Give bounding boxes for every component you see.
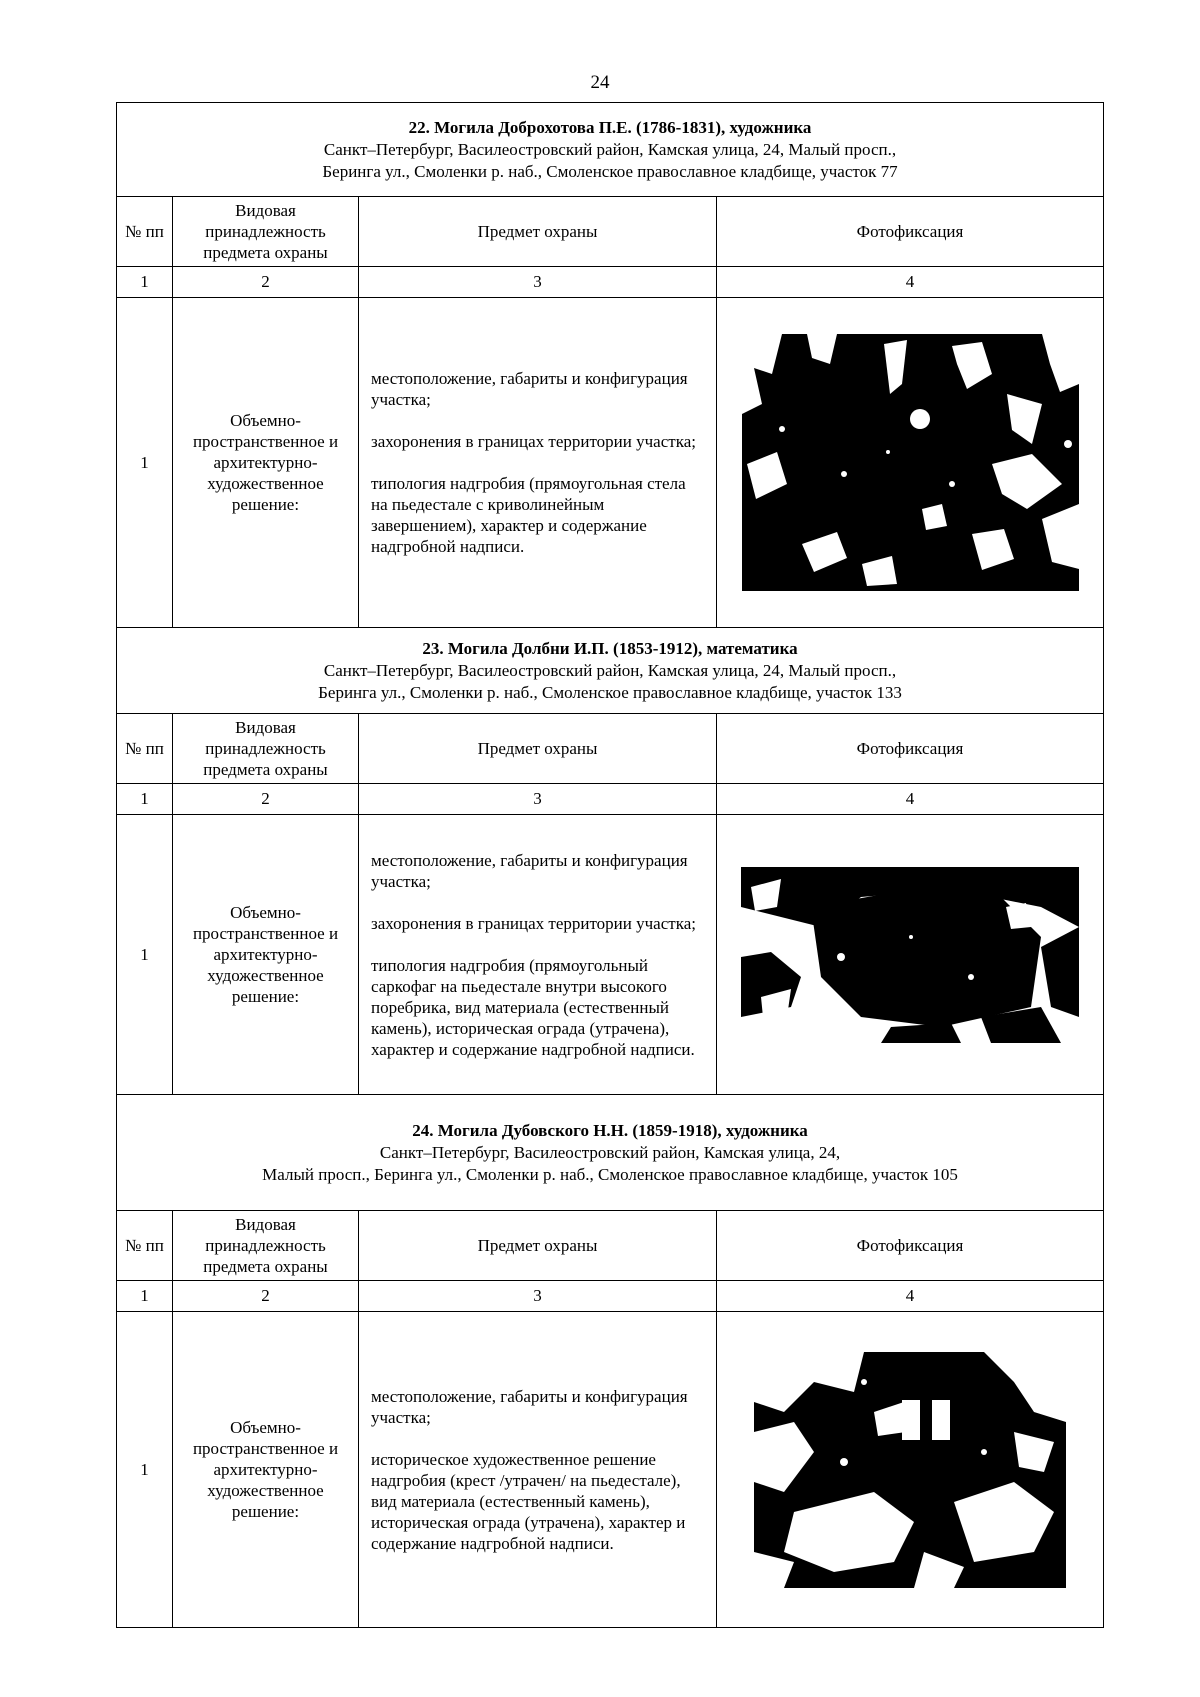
header-photo: Фотофиксация	[717, 1211, 1104, 1281]
column-index: 3	[359, 1281, 717, 1312]
grave-photo	[742, 334, 1079, 591]
subject-item: местоположение, габариты и конфигурация участка;	[371, 850, 688, 891]
subject-cell	[359, 298, 717, 628]
entry-heading	[117, 1095, 1104, 1211]
page-number: 24	[590, 72, 610, 93]
column-index-row	[117, 1281, 1104, 1312]
entry-heading-row	[117, 628, 1104, 714]
column-index: 2	[173, 1281, 359, 1312]
column-index: 4	[717, 784, 1104, 815]
photo-cell	[717, 815, 1104, 1095]
entry-address-line: Беринга ул., Смоленки р. наб., Смоленское православное кладбище, участок 77	[322, 161, 898, 181]
photo-cell	[717, 298, 1104, 628]
subject-item: типология надгробия (прямоугольная стела на пьедестале с криволинейным завершением), характер и содержание надгробной надписи.	[371, 474, 686, 556]
photo-cell	[717, 1312, 1104, 1628]
column-header-row	[117, 714, 1104, 784]
entry-heading	[117, 103, 1104, 197]
subject-item: захоронения в границах территории участка;	[371, 432, 696, 451]
entry-address-line: Малый просп., Беринга ул., Смоленки р. наб., Смоленское православное кладбище, участок 105	[262, 1164, 958, 1184]
column-index: 2	[173, 784, 359, 815]
grave-photo	[741, 867, 1079, 1043]
header-subject: Предмет охраны	[359, 1211, 717, 1281]
subject-cell	[359, 1312, 717, 1628]
header-no: № пп	[117, 714, 173, 784]
entry-data-row	[117, 298, 1104, 628]
column-header-row	[117, 1211, 1104, 1281]
column-index: 1	[117, 267, 173, 298]
entry-heading	[117, 628, 1104, 714]
subject-item: историческое художественное решение надгробия (крест /утрачен/ на пьедестале), вид материала (естественный камень), историческая ограда (утрачена), характер и содержание надгробной надписи.	[371, 1449, 686, 1553]
entry-address-line: Беринга ул., Смоленки р. наб., Смоленское православное кладбище, участок 133	[318, 682, 902, 702]
subject-cell	[359, 815, 717, 1095]
column-index: 3	[359, 784, 717, 815]
column-index: 4	[717, 267, 1104, 298]
header-photo: Фотофиксация	[717, 714, 1104, 784]
header-no: № пп	[117, 1211, 173, 1281]
row-number: 1	[117, 1312, 173, 1628]
subject-item: местоположение, габариты и конфигурация участка;	[371, 369, 688, 409]
column-index: 1	[117, 784, 173, 815]
column-index: 1	[117, 1281, 173, 1312]
grave-photo	[754, 1352, 1066, 1588]
row-number: 1	[117, 298, 173, 628]
category-cell: Объемно-пространственное и архитектурно-художественное решение:	[173, 1312, 359, 1628]
column-index: 3	[359, 267, 717, 298]
column-index: 4	[717, 1281, 1104, 1312]
heritage-table	[116, 102, 1104, 1628]
column-index-row	[117, 784, 1104, 815]
category-cell: Объемно-пространственное и архитектурно-художественное решение:	[173, 815, 359, 1095]
header-type: Видовая принадлежность предмета охраны	[173, 714, 359, 784]
entry-address-line: Санкт–Петербург, Василеостровский район, Камская улица, 24, Малый просп.,	[323, 139, 897, 159]
category-cell: Объемно-пространственное и архитектурно-художественное решение:	[173, 298, 359, 628]
entry-data-row	[117, 1312, 1104, 1628]
entry-heading-row	[117, 103, 1104, 197]
header-type: Видовая принадлежность предмета охраны	[173, 197, 359, 267]
entry-heading-row	[117, 1095, 1104, 1211]
entry-address-line: Санкт–Петербург, Василеостровский район, Камская улица, 24, Малый просп.,	[323, 660, 897, 680]
header-subject: Предмет охраны	[359, 197, 717, 267]
entry-title: 22. Могила Доброхотова П.Е. (1786-1831), художника	[408, 117, 812, 137]
column-index: 2	[173, 267, 359, 298]
subject-item: местоположение, габариты и конфигурация участка;	[371, 1386, 688, 1427]
header-no: № пп	[117, 197, 173, 267]
column-index-row	[117, 267, 1104, 298]
subject-item: захоронения в границах территории участка;	[371, 913, 696, 933]
header-photo: Фотофиксация	[717, 197, 1104, 267]
entry-data-row	[117, 815, 1104, 1095]
header-subject: Предмет охраны	[359, 714, 717, 784]
header-type: Видовая принадлежность предмета охраны	[173, 1211, 359, 1281]
column-header-row	[117, 197, 1104, 267]
entry-address-line: Санкт–Петербург, Василеостровский район, Камская улица, 24,	[379, 1142, 841, 1162]
entry-title: 24. Могила Дубовского Н.Н. (1859-1918), художника	[412, 1120, 808, 1140]
subject-item: типология надгробия (прямоугольный саркофаг на пьедестале внутри высокого поребрика, вид материала (естественный камень), историческая ограда (утрачена), характер и содержание надгробной надписи.	[371, 955, 695, 1059]
entry-title: 23. Могила Долбни И.П. (1853-1912), математика	[422, 638, 798, 658]
row-number: 1	[117, 815, 173, 1095]
